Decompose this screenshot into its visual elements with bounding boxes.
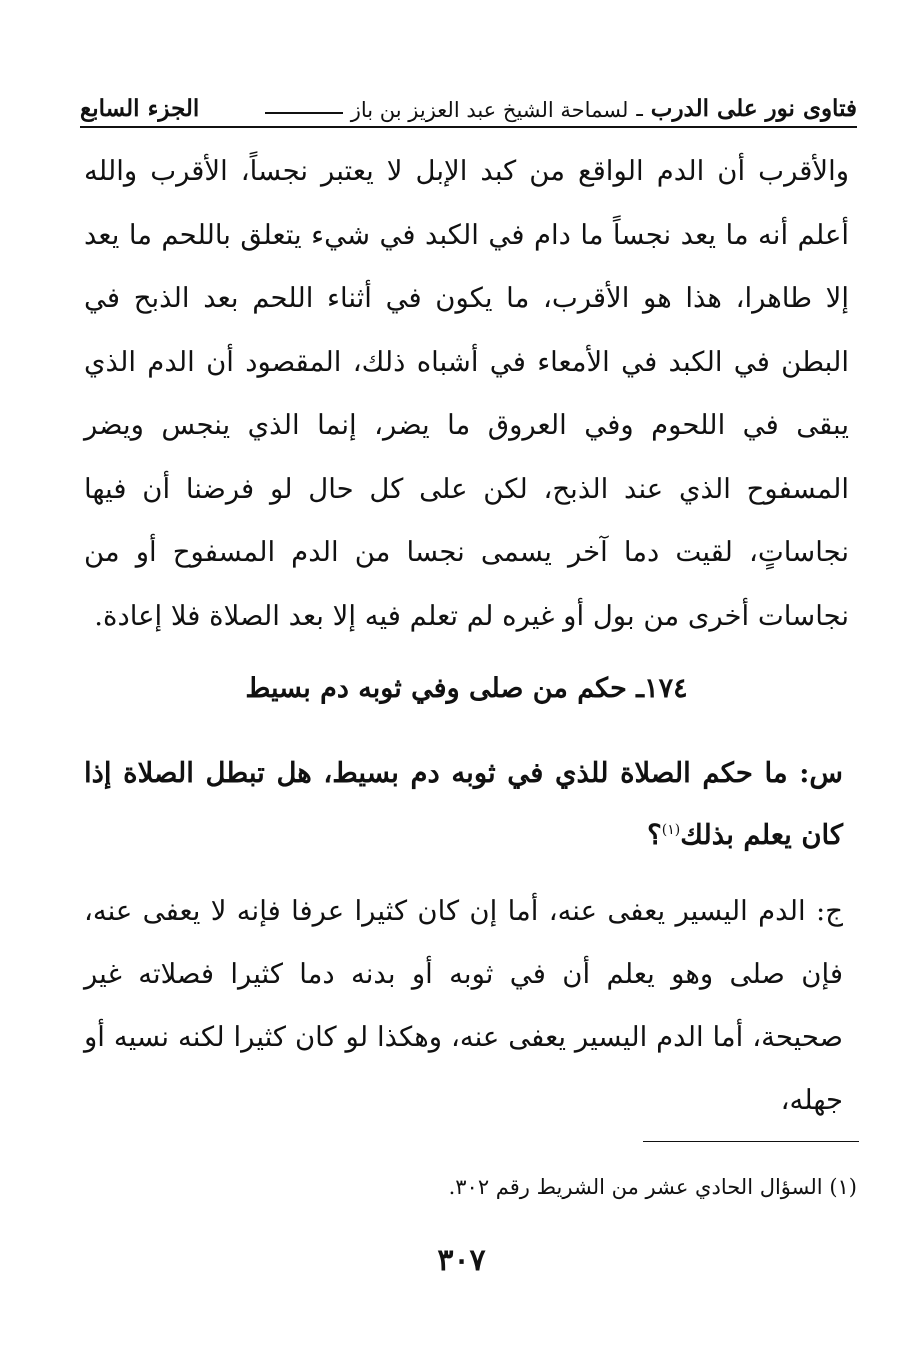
- question-block: [84, 745, 843, 864]
- author-name: لسماحة الشيخ عبد العزيز بن باز: [350, 98, 629, 122]
- footnote-text: السؤال الحادي عشر من الشريط رقم ٣٠٢.: [448, 1175, 823, 1199]
- footnote: [84, 1172, 857, 1202]
- section-heading: ١٧٤ـ حكم من صلى وفي ثوبه دم بسيط: [245, 673, 688, 704]
- question-mark: ؟: [647, 819, 662, 852]
- running-header-title-group: [265, 95, 857, 122]
- body-text: [84, 140, 849, 648]
- running-header: [80, 82, 857, 128]
- page-number: ٣٠٧: [437, 1243, 486, 1278]
- header-dash: ـ: [636, 97, 643, 122]
- footnote-reference: (١): [661, 822, 681, 838]
- footnote-divider: [643, 1141, 859, 1142]
- header-rule: [265, 112, 343, 114]
- volume-part: الجزء السابع: [80, 95, 200, 122]
- footnote-marker: (١): [829, 1175, 857, 1199]
- answer-text: ج: الدم اليسير يعفى عنه، أما إن كان كثيرا عرفا فإنه لا يعفى عنه، فإن صلى وهو يعلم أن في ثوبه أو بدنه دما كثيرا فصلاته غير صحيحة، أما الدم اليسير يعفى عنه، وهكذا لو كان كثيرا لكنه نسيه أو جهله،: [84, 895, 843, 1116]
- series-title: فتاوى نور على الدرب: [650, 95, 857, 122]
- answer-block: [84, 880, 843, 1132]
- question-text: س: ما حكم الصلاة للذي في ثوبه دم بسيط، هل تبطل الصلاة إذا كان يعلم بذلك: [84, 757, 843, 852]
- body-paragraph: والأقرب أن الدم الواقع من كبد الإبل لا يعتبر نجساً، الأقرب والله أعلم أنه ما يعد نجساً ما دام في الكبد في شيء يتعلق باللحم ما يعد إلا طاهرا، هذا هو الأقرب، ما يكون في أثناء اللحم بعد الذبح في البطن في الكبد في الأمعاء في أشباه ذلك، المقصود أن الدم الذي يبقى في اللحوم وفي العروق ما يضر، إنما الذي ينجس ويضر المسفوح الذي عند الذبح، لكن على كل حال لو فرضنا أن فيها نجاساتٍ، لقيت دما آخر يسمى نجسا من الدم المسفوح أو من نجاسات أخرى من بول أو غيره لم تعلم فيه إلا بعد الصلاة فلا إعادة.: [84, 155, 849, 632]
